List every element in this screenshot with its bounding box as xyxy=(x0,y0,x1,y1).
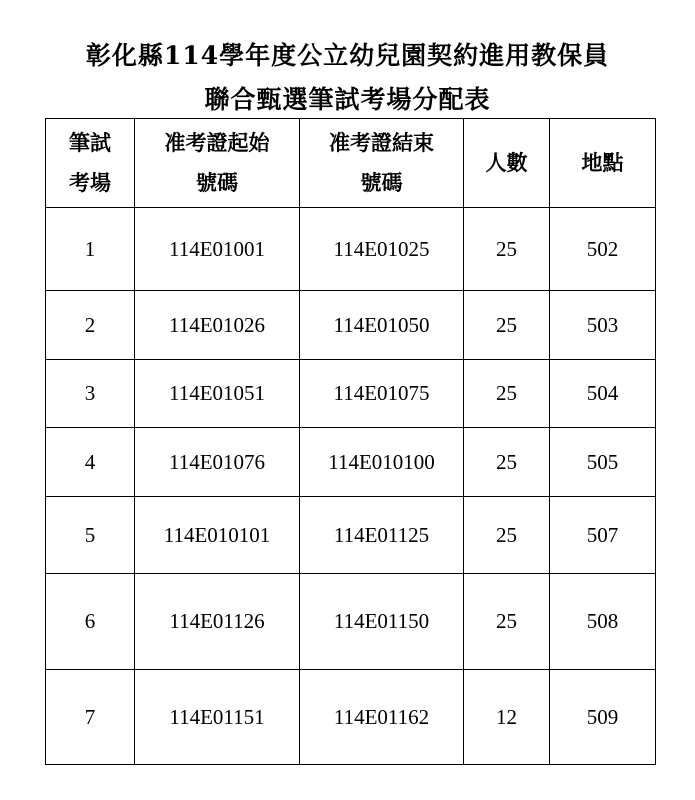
header-end-number xyxy=(300,119,464,208)
cell-end: 114E01150 xyxy=(300,574,464,670)
cell-location: 503 xyxy=(550,291,656,360)
table-header-row xyxy=(46,119,656,208)
cell-start: 114E01151 xyxy=(135,670,300,765)
header-count xyxy=(464,119,550,208)
header-end-number-line2: 號碼 xyxy=(360,170,403,195)
header-start-number xyxy=(135,119,300,208)
header-count-line1: 人數 xyxy=(485,150,528,175)
cell-count: 25 xyxy=(464,360,550,428)
cell-end: 114E01075 xyxy=(300,360,464,428)
cell-room: 2 xyxy=(46,291,135,360)
cell-location: 504 xyxy=(550,360,656,428)
header-end-number-line1: 准考證結束 xyxy=(329,130,434,155)
cell-start: 114E01051 xyxy=(135,360,300,428)
cell-count: 25 xyxy=(464,497,550,574)
cell-start: 114E01076 xyxy=(135,428,300,497)
cell-end: 114E01050 xyxy=(300,291,464,360)
header-location xyxy=(550,119,656,208)
table-row xyxy=(46,360,656,428)
header-exam-room-line1: 筆試 xyxy=(69,130,111,155)
cell-start: 114E010101 xyxy=(135,497,300,574)
header-exam-room xyxy=(46,119,135,208)
document-title: 彰化縣114學年度公立幼兒園契約進用教保員 xyxy=(85,41,610,70)
cell-room: 4 xyxy=(46,428,135,497)
table-row xyxy=(46,291,656,360)
cell-room: 6 xyxy=(46,574,135,670)
cell-start: 114E01126 xyxy=(135,574,300,670)
cell-location: 502 xyxy=(550,208,656,291)
cell-location: 508 xyxy=(550,574,656,670)
document-subtitle: 聯合甄選筆試考場分配表 xyxy=(204,85,491,114)
cell-end: 114E010100 xyxy=(300,428,464,497)
header-start-number-line2: 號碼 xyxy=(196,170,238,195)
header-start-number-line1: 准考證起始 xyxy=(164,130,270,155)
table-row xyxy=(46,670,656,765)
cell-room: 7 xyxy=(46,670,135,765)
cell-count: 25 xyxy=(464,428,550,497)
cell-count: 12 xyxy=(464,670,550,765)
header-location-line1: 地點 xyxy=(581,150,624,175)
cell-end: 114E01125 xyxy=(300,497,464,574)
cell-end: 114E01162 xyxy=(300,670,464,765)
table-row xyxy=(46,497,656,574)
table-row xyxy=(46,428,656,497)
cell-count: 25 xyxy=(464,208,550,291)
cell-start: 114E01001 xyxy=(135,208,300,291)
cell-start: 114E01026 xyxy=(135,291,300,360)
exam-allocation-table xyxy=(45,118,656,765)
cell-count: 25 xyxy=(464,574,550,670)
cell-room: 5 xyxy=(46,497,135,574)
table-row xyxy=(46,574,656,670)
cell-room: 3 xyxy=(46,360,135,428)
cell-end: 114E01025 xyxy=(300,208,464,291)
cell-location: 507 xyxy=(550,497,656,574)
cell-count: 25 xyxy=(464,291,550,360)
cell-location: 509 xyxy=(550,670,656,765)
table-row xyxy=(46,208,656,291)
cell-location: 505 xyxy=(550,428,656,497)
header-exam-room-line2: 考場 xyxy=(69,170,111,195)
cell-room: 1 xyxy=(46,208,135,291)
